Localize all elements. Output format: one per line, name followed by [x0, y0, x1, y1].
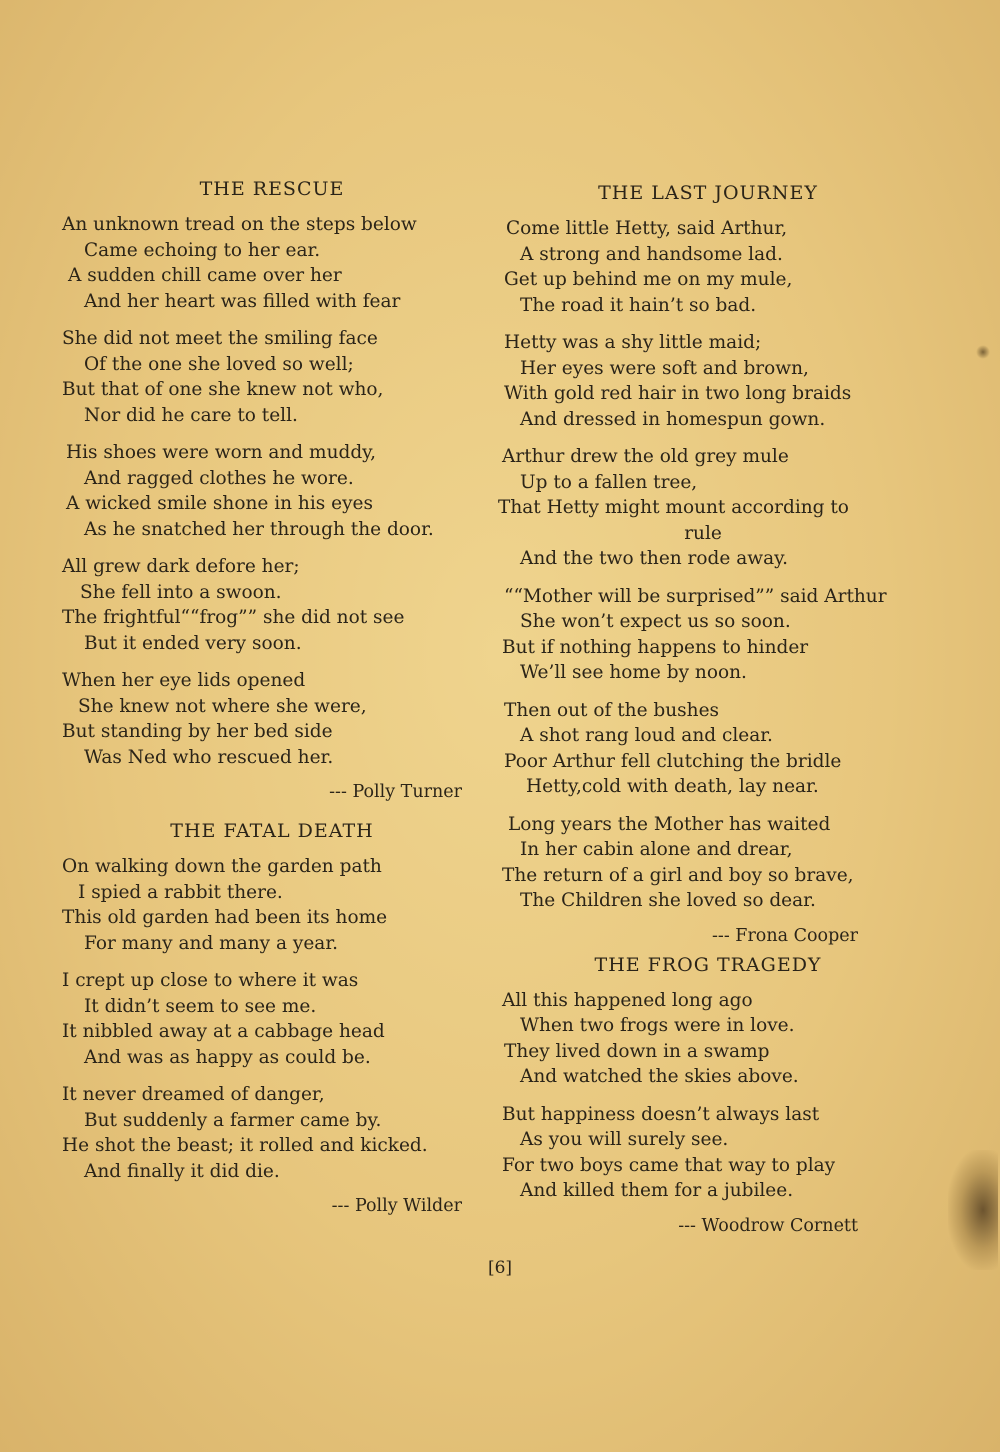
poem-line: He shot the beast; it rolled and kicked.: [62, 1135, 428, 1156]
stanza: [62, 1082, 482, 1184]
poem-line: But it ended very soon.: [84, 632, 302, 654]
poem-line: The Children she loved so dear.: [520, 890, 816, 911]
poem-line: rule: [684, 522, 722, 544]
poem-line: She knew not where she were,: [78, 695, 367, 717]
poem-line: The return of a girl and boy so brave,: [502, 864, 854, 886]
poem-line: It never dreamed of danger,: [62, 1084, 325, 1105]
poem-line: When two frogs were in love.: [520, 1015, 795, 1036]
poem-line: But that of one she knew not who,: [62, 379, 384, 400]
poem-line: And the two then rode away.: [520, 548, 788, 569]
poem-author: --- Polly Wilder: [331, 1196, 462, 1216]
poem-line: And finally it did die.: [84, 1160, 280, 1182]
poem-line: And watched the skies above.: [520, 1066, 799, 1087]
poem-line: Then out of the bushes: [504, 699, 720, 721]
poem-line: Came echoing to her ear.: [84, 239, 321, 261]
poem-the-rescue: [62, 178, 482, 802]
poem-line: Get up behind me on my mule,: [504, 269, 793, 290]
poem-line: When her eye lids opened: [62, 670, 306, 691]
poem-line: His shoes were worn and muddy,: [66, 442, 377, 463]
poem-line: She won’t expect us so soon.: [520, 611, 791, 632]
stanza: [498, 988, 918, 1090]
stanza: [62, 668, 482, 770]
poem-line: A sudden chill came over her: [68, 265, 342, 286]
poem-line: The road it hain’t so bad.: [520, 294, 757, 316]
poem-line: This old garden had been its home: [62, 907, 388, 928]
poem-line: A wicked smile shone in his eyes: [66, 493, 373, 514]
poem-the-fatal-death: [62, 820, 482, 1216]
poem-line: It didn’t seem to see me.: [84, 995, 317, 1017]
poem-line: Hetty was a shy little maid;: [504, 332, 762, 353]
stanza: [498, 330, 918, 432]
poem-title: THE FROG TRAGEDY: [594, 953, 822, 976]
stanza: [498, 1102, 918, 1204]
poem-line: Long years the Mother has waited: [508, 813, 831, 835]
stanza: [62, 554, 482, 656]
poem-line: I spied a rabbit there.: [78, 881, 283, 903]
poem-line: That Hetty might mount according to: [498, 497, 849, 518]
poem-line: And ragged clothes he wore.: [84, 467, 354, 489]
poem-line: All grew dark defore her;: [62, 556, 300, 577]
stanza: [62, 212, 482, 314]
poem-line: And her heart was filled with fear: [84, 290, 401, 312]
poem-line: But standing by her bed side: [62, 721, 333, 742]
poem-line: But if nothing happens to hinder: [502, 636, 809, 658]
poem-line: Nor did he care to tell.: [84, 404, 298, 426]
stanza: [498, 216, 918, 318]
poem-line: ““Mother will be surprised”” said Arthur: [504, 585, 887, 607]
poem-line: For two boys came that way to play: [502, 1154, 836, 1176]
poem-line: On walking down the garden path: [62, 856, 382, 877]
poem-author: --- Frona Cooper: [712, 925, 858, 946]
poem-line: An unknown tread on the steps below: [62, 214, 417, 235]
poem-line: Was Ned who rescued her.: [84, 746, 334, 768]
poem-title: THE RESCUE: [199, 178, 345, 200]
poem-the-last-journey: [498, 182, 918, 946]
poem-line: Hetty,cold with death, lay near.: [526, 776, 819, 797]
stanza: [498, 812, 918, 914]
poem-line: And dressed in homespun gown.: [520, 408, 826, 430]
poem-line: As you will surely see.: [520, 1129, 729, 1150]
stanza: [62, 968, 482, 1070]
poem-title: THE FATAL DEATH: [170, 820, 374, 842]
stanza: [498, 444, 918, 572]
poem-line: And was as happy as could be.: [84, 1046, 371, 1068]
poem-line: All this happened long ago: [502, 989, 753, 1011]
poem-line: As he snatched her through the door.: [84, 518, 434, 540]
right-column: [498, 182, 918, 1254]
poem-author: --- Woodrow Cornett: [678, 1215, 858, 1236]
poem-line: Her eyes were soft and brown,: [520, 357, 809, 379]
stanza: [62, 440, 482, 542]
poem-line: But suddenly a farmer came by.: [84, 1109, 382, 1131]
poem-line: I crept up close to where it was: [62, 970, 359, 991]
stanza: [498, 584, 918, 686]
poem-line: She fell into a swoon.: [80, 581, 282, 603]
page-number: [6]: [487, 1258, 513, 1278]
stanza: [62, 326, 482, 428]
stanza: [62, 854, 482, 956]
poem-the-frog-tragedy: [498, 954, 918, 1236]
poem-line: It nibbled away at a cabbage head: [62, 1021, 385, 1042]
poem-line: For many and many a year.: [84, 932, 339, 954]
poem-author: --- Polly Turner: [329, 782, 462, 802]
poem-line: In her cabin alone and drear,: [520, 839, 793, 860]
poem-line: Arthur drew the old grey mule: [502, 446, 789, 467]
poem-line: Up to a fallen tree,: [520, 471, 698, 493]
poem-line: Come little Hetty, said Arthur,: [506, 218, 788, 239]
paper-stain: [948, 1150, 998, 1270]
poem-line: A strong and handsome lad.: [520, 243, 783, 265]
poem-line: But happiness doesn’t always last: [502, 1103, 820, 1125]
left-column: [62, 178, 482, 1234]
poem-line: The frightful““frog”” she did not see: [62, 607, 405, 628]
poem-line: She did not meet the smiling face: [62, 328, 378, 349]
paper-stain-small: [976, 345, 990, 359]
poem-line: And killed them for a jubilee.: [520, 1180, 794, 1201]
poem-line: We’ll see home by noon.: [520, 662, 747, 683]
poem-line: Of the one she loved so well;: [84, 353, 354, 375]
poem-line: Poor Arthur fell clutching the bridle: [504, 750, 842, 772]
stanza: [498, 698, 918, 800]
poem-line: With gold red hair in two long braids: [504, 383, 852, 404]
poem-line: They lived down in a swamp: [504, 1040, 770, 1062]
poem-title: THE LAST JOURNEY: [598, 182, 818, 204]
poem-line: A shot rang loud and clear.: [520, 725, 773, 746]
